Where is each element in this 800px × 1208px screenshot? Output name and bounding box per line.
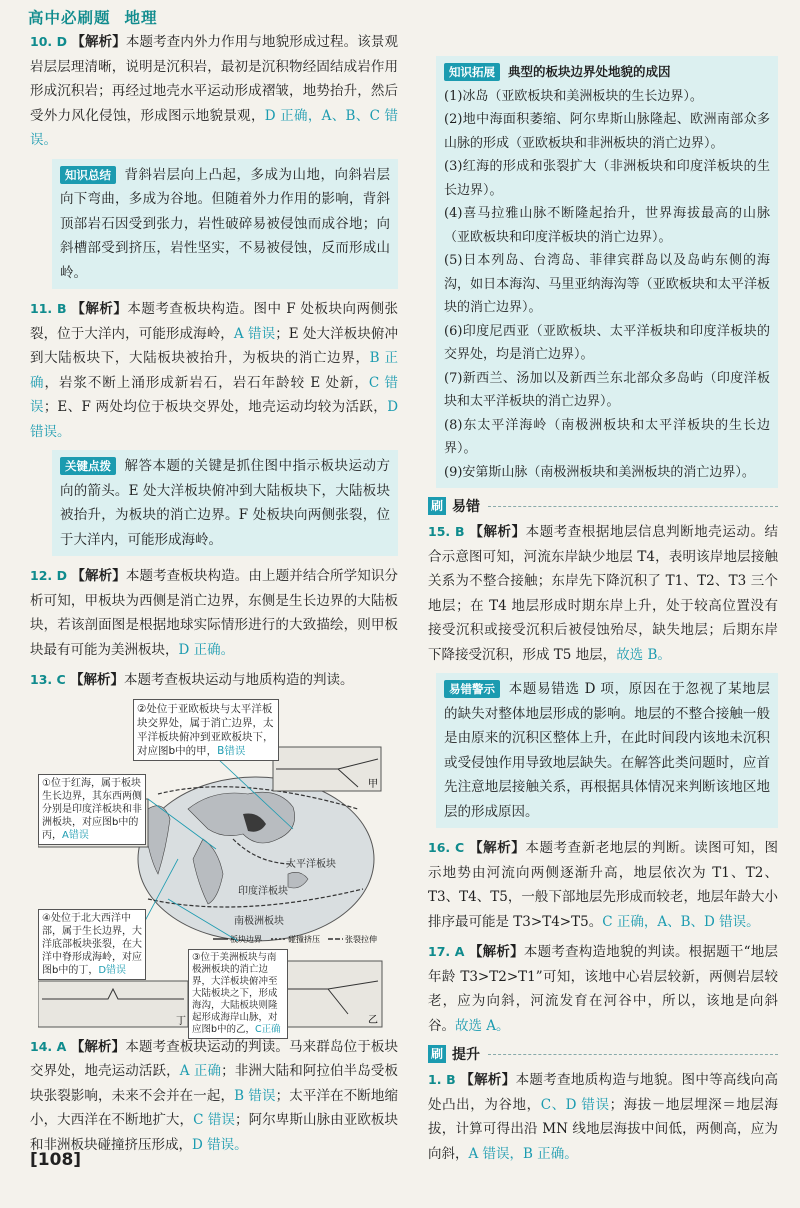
answer-number: 12. D — [30, 568, 67, 583]
analysis-tag: 【解析】 — [468, 944, 524, 960]
analysis-tag: 【解析】 — [469, 524, 526, 540]
extension-item: (1)冰岛（亚欧板块和美洲板块的生长边界）。 — [444, 88, 703, 104]
summary-text: 背斜岩层向上凸起，多成为山地，向斜岩层向下弯曲，多成为谷地。但随着外力作用的影响，背斜顶部岩石因受到张力，岩性破碎易被侵蚀而成谷地；向斜槽部受到挤压，岩性坚实，不易被侵蚀，反而形成山岭。 — [60, 166, 390, 281]
label-pacific-plate: 太平洋板块 — [286, 858, 336, 870]
answer-11 — [30, 297, 398, 444]
section-title: 提升 — [452, 1047, 480, 1063]
answer-verdict: A 错误， — [468, 1145, 524, 1162]
answer-text: 本题考查新老地层的判断。读图可知，图示地势由河流向两侧逐渐升高，地层依次为 T1、T2、T3、T4、T5，一般下部地层先形成而较老，地层年龄大小排序最可能是 T3>T4>T5。 — [428, 840, 779, 930]
page-number-value: 108 — [37, 1150, 74, 1170]
section-yicuo — [428, 496, 778, 516]
answer-number: 1. B — [428, 1072, 456, 1087]
callout-3-text: ③位于美洲板块与南极洲板块的消亡边界，大洋板块俯冲至大陆板块之下，形成海沟，大陆板块则隆起形成海岸山脉，对应图b中的乙， — [192, 951, 278, 1035]
extension-item: (6)印度尼西亚（亚欧板块、太平洋板块和印度洋板块的交界处，均是消亡边界）。 — [444, 323, 770, 362]
answer-1 — [428, 1068, 778, 1166]
answer-15 — [428, 520, 778, 667]
label-yi: 乙 — [368, 1014, 378, 1026]
error-warning-box — [436, 673, 778, 828]
analysis-tag: 【解析】 — [71, 34, 126, 50]
warning-text: 本题易错选 D 项，原因在于忽视了某地层的缺失对整体地层形成的影响。地层的不整合接触一般是由原来的沉积区整体上升，在此时间段内该地未沉积或受侵蚀作用导致地层缺失。在解答此类问题时，应首先注意地层接触关系，再根据具体情况来判断该地区地层的形成原因。 — [444, 681, 770, 820]
answer-number: 16. C — [428, 840, 465, 855]
answer-verdict: D 错误。 — [30, 399, 399, 440]
callout-1-text: ①位于红海，属于板块生长边界，其东西两侧分别是印度洋板块和非洲板块，对应图b中的丙， — [42, 777, 142, 841]
answer-verdict: C 错误 — [193, 1112, 236, 1128]
analysis-tag: 【解析】 — [460, 1072, 516, 1088]
analysis-tag: 【解析】 — [69, 672, 124, 688]
analysis-tag: 【解析】 — [71, 301, 128, 317]
right-column-content — [428, 52, 778, 1172]
section-divider — [488, 506, 778, 507]
label-jia: 甲 — [368, 778, 378, 790]
answer-17 — [428, 940, 778, 1038]
analysis-tag: 【解析】 — [469, 840, 526, 856]
page-header — [28, 6, 158, 28]
summary-badge: 知识总结 — [60, 166, 116, 184]
section-title: 易错 — [452, 499, 480, 515]
answer-16 — [428, 836, 778, 934]
extension-item: (7)新西兰、汤加以及新西兰东北部众多岛屿（印度洋板块和太平洋板块的消亡边界）。 — [444, 370, 770, 409]
analysis-tag: 【解析】 — [70, 1038, 126, 1055]
answer-text: 本题考查板块构造。由上题并结合所学知识分析可知，甲板块为西侧是消亡边界，东侧是生长边界的大陆板块，若该剖面图是根据地球实际情形进行的大致描绘，则甲板块最有可能为美洲板块， — [30, 568, 399, 658]
answer-verdict: D 正确。 — [178, 641, 235, 658]
answer-text: ；阿尔卑斯山脉由亚欧板块和非洲板块碰撞挤压形成， — [30, 1112, 399, 1153]
extension-item: (2)地中海面积萎缩、阿尔卑斯山脉隆起、欧洲南部众多山脉的形成（亚欧板块和非洲板块的消亡边界）。 — [444, 112, 770, 151]
section-divider — [488, 1054, 778, 1055]
answer-verdict: 故选 A。 — [455, 1017, 510, 1034]
answer-number: 15. B — [428, 524, 465, 539]
answer-number: 10. D — [30, 34, 67, 49]
extension-item: (9)安第斯山脉（南极洲板块和美洲板块的消亡边界）。 — [444, 464, 755, 480]
extension-item: (8)东太平洋海岭（南极洲板块和太平洋板块的生长边界）。 — [444, 417, 770, 456]
answer-number: 11. B — [30, 301, 67, 316]
legend-boundary: 板块边界 — [230, 934, 262, 944]
section-tisheng — [428, 1044, 778, 1064]
answer-text: 本题考查构造地貌的判读。根据题干“地层年龄 T3>T2>T1”可知，该地中心岩层较新，两侧岩层较老，应为向斜，河流发育在河谷中，所以，该地是向斜谷。 — [428, 944, 778, 1034]
answer-text: 本题考查板块运动的判读。马来群岛位于板块交界处，地壳运动活跃， — [30, 1038, 399, 1079]
answer-verdict: D 错误。 — [192, 1136, 248, 1153]
answer-verdict: B 正确。 — [523, 1145, 578, 1162]
page-number: [108] — [30, 1150, 82, 1170]
callout-2-verdict: B错误 — [217, 744, 246, 757]
extension-badge: 知识拓展 — [444, 63, 500, 81]
knowledge-summary-box — [52, 159, 398, 290]
extension-item: (4)喜马拉雅山脉不断隆起抬升，世界海拔最高的山脉（亚欧板块和印度洋板块的消亡边界）。 — [444, 206, 770, 245]
callout-1 — [38, 774, 146, 845]
brush-icon: 刷 — [428, 1045, 446, 1063]
answer-text: ；太平洋在不断地缩小，大西洋在不断地扩大， — [30, 1087, 399, 1128]
answer-verdict: C 正确，A、B、D 错误。 — [602, 913, 760, 930]
callout-1-verdict: A错误 — [62, 829, 89, 841]
answer-verdict: 故选 B。 — [616, 646, 671, 663]
answer-verdict: C、D 错误 — [540, 1096, 610, 1113]
book-title: 高中必刷题 — [28, 9, 111, 27]
key-point-box — [52, 450, 398, 556]
warning-badge: 易错警示 — [444, 680, 500, 698]
answer-verdict: B 错误 — [234, 1087, 276, 1104]
callout-2-text: ②处位于亚欧板块与太平洋板块交界处，属于消亡边界，太平洋板块俯冲到亚欧板块下，对应图b中的甲， — [137, 702, 274, 757]
answer-verdict: D 正确，A、B、C 错误。 — [30, 107, 399, 148]
extension-title: 典型的板块边界处地貌的成因 — [508, 64, 671, 79]
extension-item: (3)红海的形成和张裂扩大（非洲板块和印度洋板块的生长边界）。 — [444, 159, 770, 198]
legend-collision: 碰撞挤压 — [288, 934, 320, 944]
extension-item: (5)日本列岛、台湾岛、菲律宾群岛以及岛屿东侧的海沟，如日本海沟、马里亚纳海沟等（亚欧板块和太平洋板块的消亡边界）。 — [444, 253, 770, 315]
analysis-tag: 【解析】 — [71, 568, 126, 584]
label-indian-plate: 印度洋板块 — [238, 885, 288, 897]
legend-rift: 张裂拉伸 — [345, 934, 377, 944]
left-column — [30, 30, 398, 1163]
answer-number: 17. A — [428, 944, 465, 959]
answer-10 — [30, 30, 398, 153]
answer-text: 本题考查板块运动与地质构造的判读。 — [123, 672, 354, 688]
answer-text: ；E 处大洋板块俯冲到大陆板块下，大陆板块被抬升，为板块的消亡边界， — [30, 325, 399, 366]
subject-title: 地理 — [124, 9, 158, 27]
answer-verdict: B 正确 — [30, 350, 399, 391]
knowledge-extension-box — [436, 56, 778, 488]
label-ding: 丁 — [176, 1015, 186, 1027]
answer-text: ；E、F 两处均位于板块交界处，地壳运动均较为活跃， — [43, 399, 388, 415]
callout-4 — [38, 909, 146, 980]
answer-verdict: A 错误 — [233, 325, 276, 342]
answer-text: 本题考查根据地层信息判断地壳运动。结合示意图可知，河流东岸缺少地层 T4，表明该岸地层接触关系为不整合接触；东岸先下降沉积了 T1、T2、T3 三个地层；在 T4 地层形成时期东岸上升，处于较高位置没有接受沉积或接受沉积后被侵蚀殆尽，缺失地层；后期东岸下降接受沉积，形成 T5 地层， — [428, 524, 779, 663]
callout-3-verdict: C正确 — [255, 1023, 281, 1035]
keypoint-text: 解答本题的关键是抓住图中指示板块运动方向的箭头。E 处大洋板块俯冲到大陆板块下，大陆板块被抬升，为板块的消亡边界。F 处板块向两侧张裂，位于大洋内，可能形成海岭。 — [60, 458, 390, 548]
brush-icon: 刷 — [428, 497, 446, 515]
plate-tectonics-figure — [38, 699, 384, 1035]
callout-4-text: ④处位于北大西洋中部，属于生长边界，大洋底部板块张裂，在大洋中脊形成海岭，对应图b中的丁， — [42, 912, 142, 976]
answer-verdict: A 正确 — [179, 1063, 222, 1079]
answer-number: 13. C — [30, 672, 66, 687]
callout-3 — [188, 949, 288, 1039]
callout-4-verdict: D错误 — [98, 964, 127, 976]
answer-text: 本题考查板块构造。图中 F 处板块向两侧张裂，位于大洋内，可能形成海岭， — [30, 301, 399, 342]
answer-verdict: C 错误 — [30, 374, 399, 415]
label-antarctic-plate: 南极洲板块 — [234, 915, 284, 927]
keypoint-badge: 关键点拨 — [60, 457, 116, 475]
answer-number: 14. A — [30, 1038, 67, 1054]
answer-12 — [30, 564, 398, 662]
callout-2 — [133, 699, 279, 761]
answer-text: ，岩浆不断上涌形成新岩石，岩石年龄较 E 处新， — [44, 374, 369, 391]
answer-13 — [30, 668, 398, 693]
answer-text: 本题考查内外力作用与地貌形成过程。该景观岩层层理清晰，说明是沉积岩，最初是沉积物经固结成岩作用形成沉积岩；再经过地壳水平运动形成褶皱，地势抬升，然后受外力风化侵蚀，形成图示地貌景观， — [30, 34, 399, 124]
answer-14 — [30, 1035, 398, 1158]
answer-text: ；非洲大陆和阿拉伯半岛受板块张裂影响，未来不会并在一起， — [30, 1063, 399, 1104]
answer-text: 本题考查地质构造与地貌。图中等高线向高处凸出，为谷地， — [428, 1072, 778, 1113]
answer-text: ；海拔－地层埋深＝地层海拔，计算可得出沿 MN 线地层海拔中间低，两侧高，应为向斜， — [428, 1096, 779, 1162]
